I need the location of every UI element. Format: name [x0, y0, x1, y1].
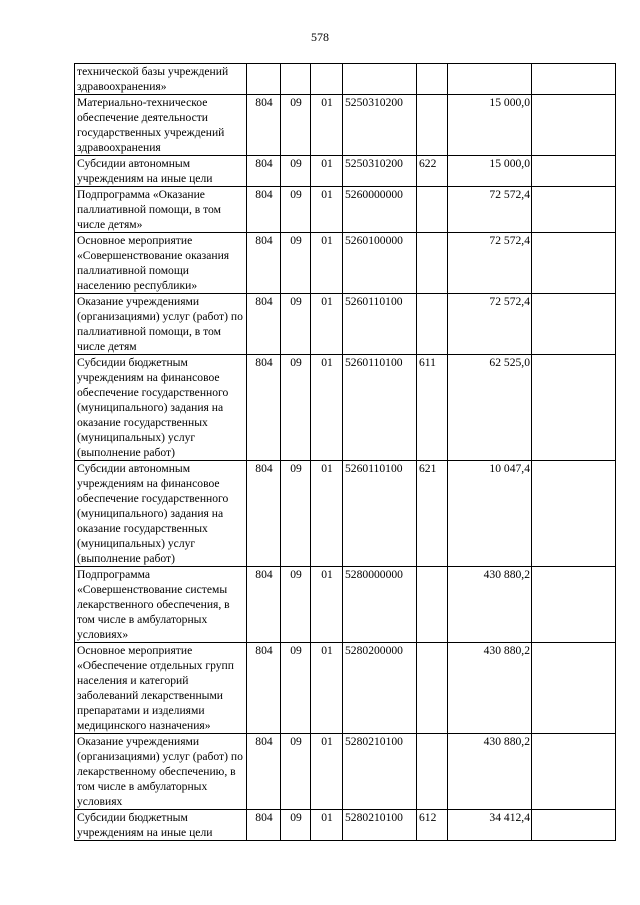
- subsection-code: 01: [311, 643, 343, 734]
- target-article-code: 5280210100: [343, 734, 417, 810]
- target-article-code: 5260110100: [343, 294, 417, 355]
- amount: 430 880,2: [448, 734, 532, 810]
- subsection-code: 01: [311, 156, 343, 187]
- expense-type-code: [417, 95, 448, 156]
- amount: [448, 64, 532, 95]
- empty-cell: [532, 95, 616, 156]
- section-code: 09: [281, 187, 311, 233]
- expense-type-code: [417, 294, 448, 355]
- amount: 34 412,4: [448, 810, 532, 841]
- subsection-code: 01: [311, 294, 343, 355]
- table-row: [75, 461, 616, 567]
- amount: 15 000,0: [448, 156, 532, 187]
- table-row: [75, 187, 616, 233]
- row-name: Оказание учреждениями (организациями) услуг (работ) по лекарственному обеспечению, в том числе в амбулаторных условиях: [75, 734, 247, 810]
- empty-cell: [532, 567, 616, 643]
- ved-code: 804: [247, 187, 281, 233]
- amount: 72 572,4: [448, 294, 532, 355]
- expense-type-code: [417, 643, 448, 734]
- budget-table: [74, 63, 616, 841]
- ved-code: 804: [247, 810, 281, 841]
- ved-code: 804: [247, 567, 281, 643]
- expense-type-code: 622: [417, 156, 448, 187]
- empty-cell: [532, 734, 616, 810]
- section-code: 09: [281, 233, 311, 294]
- ved-code: 804: [247, 461, 281, 567]
- ved-code: 804: [247, 95, 281, 156]
- subsection-code: 01: [311, 567, 343, 643]
- target-article-code: 5250310200: [343, 156, 417, 187]
- ved-code: 804: [247, 355, 281, 461]
- expense-type-code: 621: [417, 461, 448, 567]
- expense-type-code: [417, 233, 448, 294]
- table-row: [75, 355, 616, 461]
- empty-cell: [532, 64, 616, 95]
- expense-type-code: [417, 734, 448, 810]
- section-code: 09: [281, 156, 311, 187]
- row-name: Субсидии автономным учреждениям на финансовое обеспечение государственного (муниципального) задания на оказание государственных (муниципальных) услуг (выполнение работ): [75, 461, 247, 567]
- subsection-code: 01: [311, 734, 343, 810]
- amount: 15 000,0: [448, 95, 532, 156]
- amount: 72 572,4: [448, 233, 532, 294]
- section-code: 09: [281, 355, 311, 461]
- subsection-code: 01: [311, 355, 343, 461]
- empty-cell: [532, 643, 616, 734]
- target-article-code: 5260110100: [343, 355, 417, 461]
- row-name: Субсидии автономным учреждениям на иные цели: [75, 156, 247, 187]
- section-code: 09: [281, 294, 311, 355]
- subsection-code: 01: [311, 95, 343, 156]
- subsection-code: 01: [311, 461, 343, 567]
- empty-cell: [532, 156, 616, 187]
- target-article-code: 5260110100: [343, 461, 417, 567]
- expense-type-code: [417, 187, 448, 233]
- row-name: Подпрограмма «Совершенствование системы лекарственного обеспечения, в том числе в амбулаторных условиях»: [75, 567, 247, 643]
- empty-cell: [532, 233, 616, 294]
- section-code: [281, 64, 311, 95]
- expense-type-code: 611: [417, 355, 448, 461]
- table-row: [75, 567, 616, 643]
- row-name: Субсидии бюджетным учреждениям на финансовое обеспечение государственного (муниципального) задания на оказание государственных (муниципальных) услуг (выполнение работ): [75, 355, 247, 461]
- table-row: [75, 95, 616, 156]
- subsection-code: [311, 64, 343, 95]
- section-code: 09: [281, 734, 311, 810]
- row-name: Материально-техническое обеспечение деятельности государственных учреждений здравоохранения: [75, 95, 247, 156]
- row-name: Основное мероприятие «Совершенствование оказания паллиативной помощи населению республики»: [75, 233, 247, 294]
- table-row: [75, 643, 616, 734]
- page-number: 578: [311, 30, 329, 44]
- ved-code: 804: [247, 643, 281, 734]
- ved-code: 804: [247, 294, 281, 355]
- subsection-code: 01: [311, 233, 343, 294]
- target-article-code: 5280210100: [343, 810, 417, 841]
- subsection-code: 01: [311, 187, 343, 233]
- subsection-code: 01: [311, 810, 343, 841]
- table-row: [75, 294, 616, 355]
- expense-type-code: [417, 567, 448, 643]
- section-code: 09: [281, 461, 311, 567]
- empty-cell: [532, 810, 616, 841]
- row-name: Основное мероприятие «Обеспечение отдельных групп населения и категорий заболеваний лекарственными препаратами и изделиями медицинского назначения»: [75, 643, 247, 734]
- target-article-code: 5280000000: [343, 567, 417, 643]
- empty-cell: [532, 355, 616, 461]
- expense-type-code: 612: [417, 810, 448, 841]
- target-article-code: 5250310200: [343, 95, 417, 156]
- row-name: Подпрограмма «Оказание паллиативной помощи, в том числе детям»: [75, 187, 247, 233]
- table-row: [75, 64, 616, 95]
- empty-cell: [532, 461, 616, 567]
- section-code: 09: [281, 643, 311, 734]
- amount: 10 047,4: [448, 461, 532, 567]
- ved-code: 804: [247, 734, 281, 810]
- row-name: технической базы учреждений здравоохранения»: [75, 64, 247, 95]
- expense-type-code: [417, 64, 448, 95]
- table-row: [75, 810, 616, 841]
- ved-code: [247, 64, 281, 95]
- empty-cell: [532, 187, 616, 233]
- amount: 72 572,4: [448, 187, 532, 233]
- target-article-code: 5260000000: [343, 187, 417, 233]
- row-name: Оказание учреждениями (организациями) услуг (работ) по паллиативной помощи, в том числе детям: [75, 294, 247, 355]
- target-article-code: [343, 64, 417, 95]
- section-code: 09: [281, 95, 311, 156]
- ved-code: 804: [247, 233, 281, 294]
- section-code: 09: [281, 567, 311, 643]
- amount: 62 525,0: [448, 355, 532, 461]
- amount: 430 880,2: [448, 567, 532, 643]
- section-code: 09: [281, 810, 311, 841]
- amount: 430 880,2: [448, 643, 532, 734]
- table-row: [75, 233, 616, 294]
- row-name: Субсидии бюджетным учреждениям на иные цели: [75, 810, 247, 841]
- target-article-code: 5260100000: [343, 233, 417, 294]
- table-row: [75, 156, 616, 187]
- empty-cell: [532, 294, 616, 355]
- ved-code: 804: [247, 156, 281, 187]
- target-article-code: 5280200000: [343, 643, 417, 734]
- table-row: [75, 734, 616, 810]
